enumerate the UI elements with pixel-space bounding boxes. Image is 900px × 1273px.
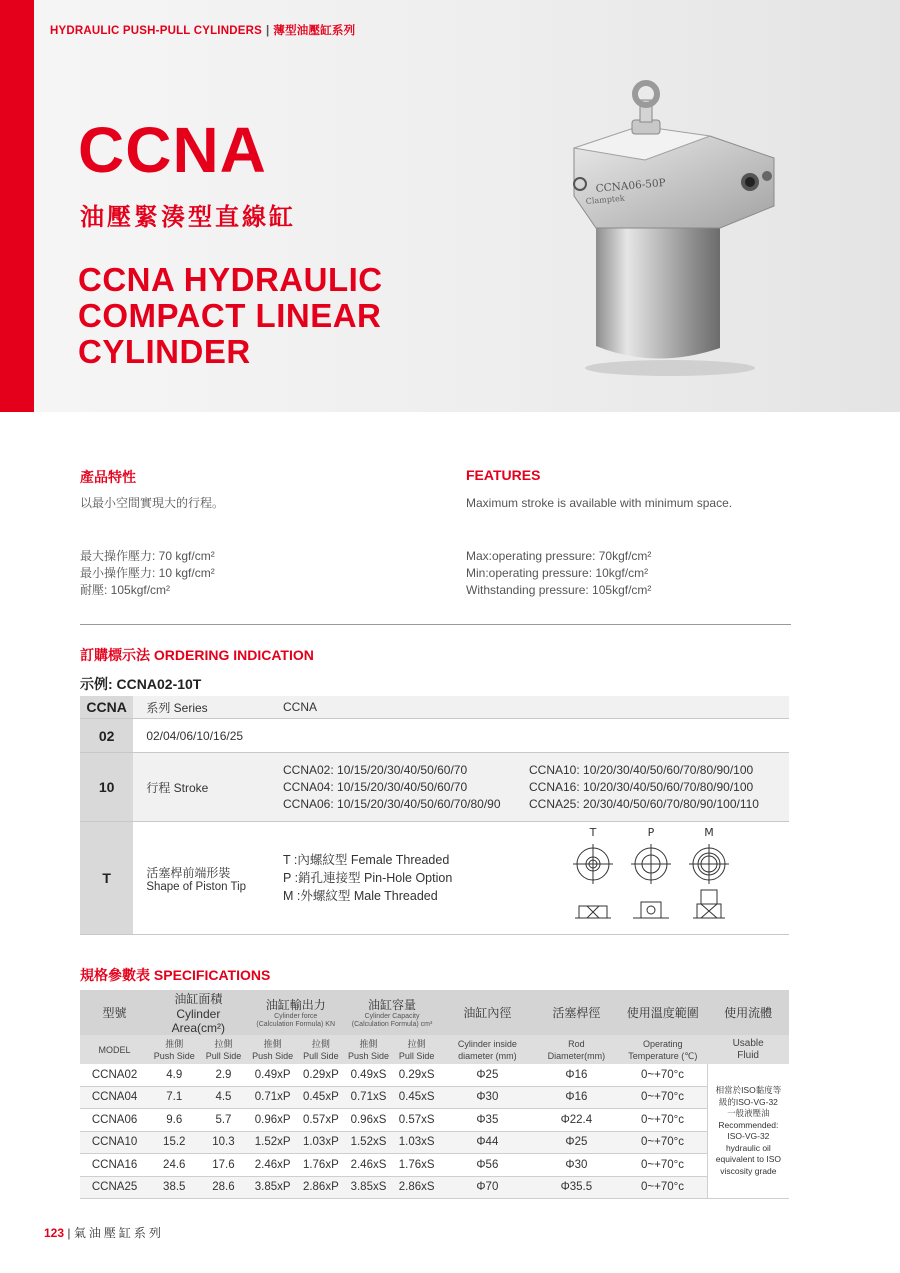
footer-series: 氣油壓缸系列 bbox=[73, 1226, 164, 1240]
cell-rod: Φ16 bbox=[534, 1064, 618, 1086]
model-title-en bbox=[78, 262, 383, 370]
cell-pull-area: 17.6 bbox=[199, 1154, 247, 1177]
cell-push-area: 38.5 bbox=[149, 1176, 199, 1199]
title-en-line: CCNA HYDRAULIC bbox=[78, 261, 383, 298]
col-area bbox=[149, 990, 247, 1035]
sub-bore bbox=[440, 1035, 534, 1064]
cell-push-capacity: 0.49xS bbox=[344, 1064, 393, 1086]
top-banner bbox=[50, 22, 355, 38]
series-value: CCNA bbox=[283, 696, 789, 719]
model-title: CCNA bbox=[78, 114, 267, 186]
cell-model: CCNA10 bbox=[80, 1131, 149, 1154]
sub-pull-en: Pull Side bbox=[205, 1050, 242, 1061]
features-desc-en: Maximum stroke is available with minimum space. bbox=[466, 496, 733, 510]
cell-pull-area: 28.6 bbox=[199, 1176, 247, 1199]
tip-letter-t: T bbox=[589, 826, 597, 839]
sub-push-capacity bbox=[344, 1035, 393, 1064]
series-code: CCNA bbox=[80, 696, 133, 719]
tip-option: P :銷孔連接型 Pin-Hole Option bbox=[283, 871, 453, 885]
specs-table bbox=[80, 990, 789, 1199]
cell-bore: Φ30 bbox=[440, 1086, 534, 1109]
cell-temp: 0~+70°c bbox=[618, 1109, 707, 1132]
fluid-line: ISO-VG-32 bbox=[727, 1131, 770, 1141]
stroke-item: CCNA06: 10/15/20/30/40/50/60/70/80/90 bbox=[283, 797, 501, 811]
spec-line: Withstanding pressure: 105kgf/cm² bbox=[466, 583, 652, 597]
ordering-row-tip bbox=[80, 822, 789, 935]
cell-pull-force: 1.76xP bbox=[298, 1154, 344, 1177]
cell-pull-force: 0.29xP bbox=[298, 1064, 344, 1086]
cell-bore: Φ70 bbox=[440, 1176, 534, 1199]
col-capacity-cn: 油缸容量 bbox=[368, 998, 417, 1012]
sub-rod-line: Rod bbox=[568, 1038, 585, 1049]
features-title-cn: 產品特性 bbox=[80, 469, 136, 485]
red-accent-bar bbox=[0, 0, 34, 412]
ordering-row-series bbox=[80, 696, 789, 719]
cell-rod: Φ22.4 bbox=[534, 1109, 618, 1132]
specs-title: 規格參數表 SPECIFICATIONS bbox=[80, 967, 271, 983]
cell-model: CCNA25 bbox=[80, 1176, 149, 1199]
features-specs-en bbox=[466, 548, 651, 599]
stroke-item: CCNA02: 10/15/20/30/40/50/60/70 bbox=[283, 763, 468, 777]
sub-push-cn: 推側 bbox=[165, 1038, 184, 1049]
product-model-label: CCNA06-50P bbox=[595, 176, 667, 195]
stroke-item: CCNA25: 20/30/40/50/60/70/80/90/100/110 bbox=[529, 797, 759, 811]
banner-separator: | bbox=[265, 25, 270, 37]
cell-push-area: 7.1 bbox=[149, 1086, 199, 1109]
cell-pull-capacity: 0.57xS bbox=[393, 1109, 440, 1132]
col-model-en: MODEL bbox=[80, 1035, 149, 1064]
fluid-line: viscosity grade bbox=[720, 1165, 777, 1176]
cell-pull-area: 2.9 bbox=[199, 1064, 247, 1086]
table-row bbox=[80, 1109, 789, 1132]
sub-push-en: Push Side bbox=[252, 1050, 294, 1061]
cell-model: CCNA16 bbox=[80, 1154, 149, 1177]
cell-pull-force: 0.57xP bbox=[298, 1109, 344, 1132]
features-title-en: FEATURES bbox=[466, 467, 541, 483]
ordering-title: 訂購標示法 ORDERING INDICATION bbox=[80, 647, 314, 663]
section-divider bbox=[80, 624, 791, 625]
sub-bore-line: diameter (mm) bbox=[458, 1050, 517, 1061]
table-row bbox=[80, 1154, 789, 1177]
cell-push-force: 1.52xP bbox=[248, 1131, 298, 1154]
cell-usable-fluid bbox=[707, 1064, 789, 1199]
col-fluid-cn: 使用流體 bbox=[707, 990, 789, 1035]
cell-push-area: 4.9 bbox=[149, 1064, 199, 1086]
spec-line: 最小操作壓力: 10 kgf/cm² bbox=[80, 566, 215, 580]
size-value: 02/04/06/10/16/25 bbox=[133, 719, 789, 753]
tip-option: T :內螺紋型 Female Threaded bbox=[283, 853, 450, 867]
product-brand-label: Clamptek bbox=[585, 193, 625, 206]
fluid-line: 相當於ISO黏度等 bbox=[715, 1085, 782, 1095]
cell-pull-capacity: 0.29xS bbox=[393, 1064, 440, 1086]
sub-fluid bbox=[707, 1035, 789, 1064]
model-title-cn: 油壓緊湊型直線缸 bbox=[80, 204, 296, 231]
fluid-line: 一般液壓油 bbox=[727, 1108, 770, 1118]
cell-pull-area: 10.3 bbox=[199, 1131, 247, 1154]
cell-push-force: 2.46xP bbox=[248, 1154, 298, 1177]
cell-temp: 0~+70°c bbox=[618, 1131, 707, 1154]
size-code: 02 bbox=[80, 719, 133, 753]
cell-rod: Φ35.5 bbox=[534, 1176, 618, 1199]
col-capacity bbox=[344, 990, 440, 1035]
sub-fluid-line: Fluid bbox=[737, 1049, 759, 1061]
cell-model: CCNA06 bbox=[80, 1109, 149, 1132]
cell-push-capacity: 0.96xS bbox=[344, 1109, 393, 1132]
ordering-table bbox=[80, 696, 789, 935]
spec-line: 最大操作壓力: 70 kgf/cm² bbox=[80, 549, 215, 563]
port-fitting-small bbox=[762, 171, 772, 181]
cell-temp: 0~+70°c bbox=[618, 1176, 707, 1199]
sub-push-area bbox=[149, 1035, 199, 1064]
stroke-values bbox=[283, 753, 789, 822]
stroke-code: 10 bbox=[80, 753, 133, 822]
cell-push-area: 24.6 bbox=[149, 1154, 199, 1177]
col-capacity-en: Cylinder Capacity bbox=[364, 1013, 420, 1020]
cell-push-force: 0.71xP bbox=[248, 1086, 298, 1109]
cell-bore: Φ56 bbox=[440, 1154, 534, 1177]
col-model-cn: 型號 bbox=[80, 990, 149, 1035]
table-row bbox=[80, 1176, 789, 1199]
series-label: 系列 Series bbox=[133, 696, 283, 719]
table-row bbox=[80, 1086, 789, 1109]
cell-pull-capacity: 2.86xS bbox=[393, 1176, 440, 1199]
stroke-item: CCNA10: 10/20/30/40/50/60/70/80/90/100 bbox=[529, 763, 754, 777]
tip-letter-m: M bbox=[704, 826, 714, 839]
ordering-row-size bbox=[80, 719, 789, 753]
pin-hole-tip-icon bbox=[631, 844, 671, 918]
spec-line: Max:operating pressure: 70kgf/cm² bbox=[466, 549, 652, 563]
col-force-en: Cylinder force bbox=[274, 1013, 318, 1020]
cell-pull-force: 1.03xP bbox=[298, 1131, 344, 1154]
product-shadow bbox=[585, 360, 755, 376]
cell-rod: Φ25 bbox=[534, 1131, 618, 1154]
banner-en: HYDRAULIC PUSH-PULL CYLINDERS bbox=[50, 25, 262, 37]
cell-pull-force: 2.86xP bbox=[298, 1176, 344, 1199]
fluid-line: 級的ISO-VG-32 bbox=[718, 1096, 778, 1107]
tip-option: M :外螺紋型 Male Threaded bbox=[283, 889, 438, 903]
cylinder-product-image bbox=[560, 78, 780, 378]
page-footer bbox=[44, 1224, 164, 1241]
table-row bbox=[80, 1064, 789, 1086]
sub-temp-line: Temperature (℃) bbox=[628, 1050, 698, 1061]
features-specs-cn bbox=[80, 548, 215, 599]
male-thread-tip-icon bbox=[689, 844, 729, 918]
col-bore-cn: 油缸內徑 bbox=[440, 990, 534, 1035]
sub-rod-line: Diameter(mm) bbox=[547, 1050, 606, 1061]
cell-push-capacity: 3.85xS bbox=[344, 1176, 393, 1199]
banner-cn: 薄型油壓缸系列 bbox=[273, 25, 356, 37]
footer-separator: | bbox=[67, 1226, 71, 1240]
spec-line: Min:operating pressure: 10kgf/cm² bbox=[466, 566, 649, 580]
sub-pull-capacity bbox=[393, 1035, 440, 1064]
sub-push-en: Push Side bbox=[153, 1050, 195, 1061]
tip-options-cell bbox=[283, 822, 789, 935]
cell-rod: Φ16 bbox=[534, 1086, 618, 1109]
specs-header-row bbox=[80, 990, 789, 1035]
cell-bore: Φ25 bbox=[440, 1064, 534, 1086]
cell-bore: Φ44 bbox=[440, 1131, 534, 1154]
port-hole bbox=[745, 177, 755, 187]
col-rod-cn: 活塞桿徑 bbox=[534, 990, 618, 1035]
sub-pull-area bbox=[199, 1035, 247, 1064]
tip-label-en: Shape of Piston Tip bbox=[146, 880, 247, 893]
cell-push-force: 3.85xP bbox=[248, 1176, 298, 1199]
cell-rod: Φ30 bbox=[534, 1154, 618, 1177]
cell-model: CCNA02 bbox=[80, 1064, 149, 1086]
sub-pull-en: Pull Side bbox=[398, 1050, 435, 1061]
stroke-item: CCNA04: 10/15/20/30/40/50/60/70 bbox=[283, 780, 468, 794]
title-en-line: CYLINDER bbox=[78, 333, 251, 370]
cell-model: CCNA04 bbox=[80, 1086, 149, 1109]
table-row bbox=[80, 1131, 789, 1154]
cell-pull-force: 0.45xP bbox=[298, 1086, 344, 1109]
cell-push-area: 9.6 bbox=[149, 1109, 199, 1132]
piston-tip-diagrams bbox=[563, 826, 743, 930]
cylinder-body bbox=[596, 228, 720, 359]
tip-label bbox=[133, 822, 283, 935]
cell-pull-capacity: 1.76xS bbox=[393, 1154, 440, 1177]
fluid-line: hydraulic oil bbox=[725, 1142, 771, 1153]
title-en-line: COMPACT LINEAR bbox=[78, 297, 382, 334]
ordering-example: 示例: CCNA02-10T bbox=[80, 676, 202, 692]
tip-label-cn: 活塞桿前端形裝 bbox=[146, 865, 231, 880]
col-force-cn: 油缸輸出力 bbox=[265, 998, 326, 1012]
cell-temp: 0~+70°c bbox=[618, 1154, 707, 1177]
cell-push-area: 15.2 bbox=[149, 1131, 199, 1154]
col-area-cn: 油缸面積 bbox=[174, 992, 223, 1006]
stroke-label: 行程 Stroke bbox=[133, 753, 283, 822]
sub-temp bbox=[618, 1035, 707, 1064]
col-area-en: Cylinder Area(cm²) bbox=[171, 1007, 225, 1035]
cell-push-capacity: 1.52xS bbox=[344, 1131, 393, 1154]
tip-code: T bbox=[80, 822, 133, 935]
fluid-line: Recommended: bbox=[718, 1119, 779, 1130]
features-desc-cn: 以最小空間實現大的行程。 bbox=[80, 496, 225, 510]
sub-push-cn: 推側 bbox=[359, 1038, 378, 1049]
cell-pull-area: 4.5 bbox=[199, 1086, 247, 1109]
cell-pull-capacity: 0.45xS bbox=[393, 1086, 440, 1109]
sub-temp-line: Operating bbox=[643, 1038, 683, 1049]
cell-push-force: 0.49xP bbox=[248, 1064, 298, 1086]
ordering-row-stroke bbox=[80, 753, 789, 822]
cell-push-force: 0.96xP bbox=[248, 1109, 298, 1132]
sub-push-force bbox=[248, 1035, 298, 1064]
sub-push-cn: 推側 bbox=[263, 1038, 282, 1049]
page-number: 123 bbox=[44, 1226, 65, 1240]
col-temp-cn: 使用溫度範圍 bbox=[618, 990, 707, 1035]
cell-bore: Φ35 bbox=[440, 1109, 534, 1132]
sub-pull-en: Pull Side bbox=[303, 1050, 339, 1061]
sub-pull-cn: 拉側 bbox=[407, 1038, 426, 1049]
col-force bbox=[248, 990, 344, 1035]
stroke-item: CCNA16: 10/20/30/40/50/60/70/80/90/100 bbox=[529, 780, 754, 794]
cell-pull-area: 5.7 bbox=[199, 1109, 247, 1132]
fluid-line: equivalent to ISO bbox=[715, 1154, 781, 1164]
female-thread-tip-icon bbox=[573, 844, 613, 918]
cell-temp: 0~+70°c bbox=[618, 1064, 707, 1086]
sub-bore-line: Cylinder inside bbox=[457, 1038, 517, 1049]
sub-rod bbox=[534, 1035, 618, 1064]
sub-pull-cn: 拉側 bbox=[214, 1038, 233, 1049]
cell-push-capacity: 0.71xS bbox=[344, 1086, 393, 1109]
cell-push-capacity: 2.46xS bbox=[344, 1154, 393, 1177]
specs-subheader-row bbox=[80, 1035, 789, 1064]
cell-pull-capacity: 1.03xS bbox=[393, 1131, 440, 1154]
cell-temp: 0~+70°c bbox=[618, 1086, 707, 1109]
sub-pull-force bbox=[298, 1035, 344, 1064]
sub-push-en: Push Side bbox=[347, 1050, 390, 1061]
col-capacity-formula: (Calculation Formula) cm³ bbox=[351, 1021, 433, 1028]
sub-fluid-line: Usable bbox=[732, 1037, 764, 1049]
spec-line: 耐壓: 105kgf/cm² bbox=[80, 583, 171, 597]
sub-pull-cn: 拉側 bbox=[311, 1038, 330, 1049]
tip-letter-p: P bbox=[647, 826, 655, 839]
col-force-formula: (Calculation Formula) KN bbox=[256, 1021, 336, 1028]
